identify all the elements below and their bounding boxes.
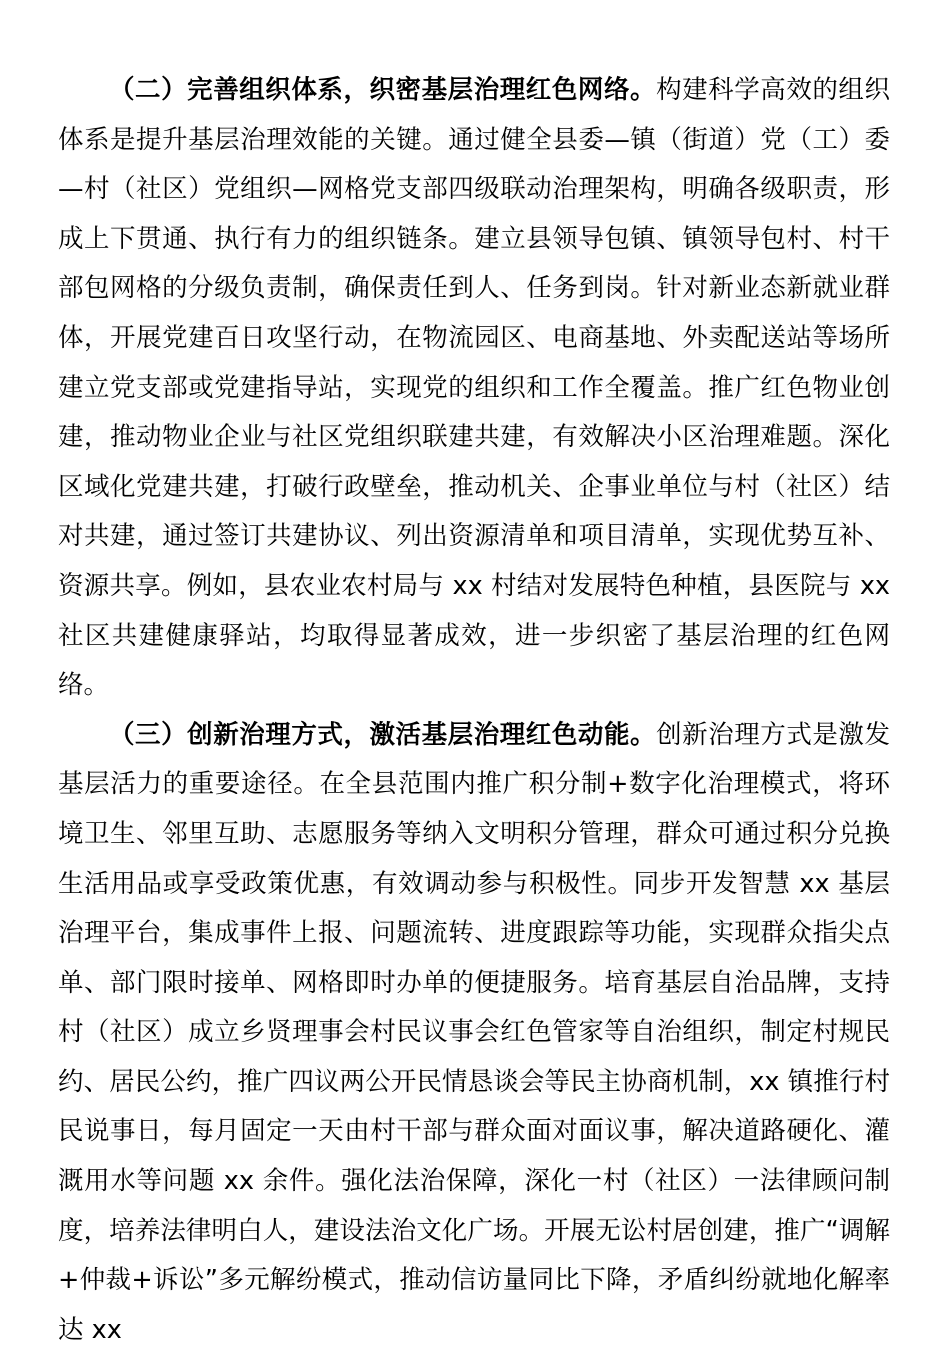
document-page: [58, 66, 890, 1355]
section-three-heading: （三）创新治理方式，激活基层治理红色动能。: [109, 719, 657, 750]
section-two-paragraph: [58, 66, 890, 711]
section-two-heading: （二）完善组织体系，织密基层治理红色网络。: [109, 75, 657, 105]
section-three-body: 创新治理方式是激发基层活力的重要途径。在全县范围内推广积分制+数字化治理模式，将环境卫生、邻里互助、志愿服务等纳入文明积分管理，群众可通过积分兑换生活用品或享受政策优惠，有效调动参与积极性。同步开发智慧 xx 基层治理平台，集成事件上报、问题流转、进度跟踪等功能，实现群众指尖点单、部门限时接单、网格即时办单的便捷服务。培育基层自治品牌，支持村（社区）成立乡贤理事会村民议事会红色管家等自治组织，制定村规民约、居民公约，推广四议两公开民情恳谈会等民主协商机制，xx 镇推行村民说事日，每月固定一天由村干部与群众面对面议事，解决道路硬化、灌溉用水等问题 xx 余件。强化法治保障，深化一村（社区）一法律顾问制度，培养法律明白人，建设法治文化广场。开展无讼村居创建，推广“调解+仲裁+诉讼”多元解纷模式，推动信访量同比下降，矛盾纠纷就地化解率达 xx: [58, 719, 890, 1345]
section-three-paragraph: [58, 711, 890, 1355]
section-two-body: 构建科学高效的组织体系是提升基层治理效能的关键。通过健全县委—镇（街道）党（工）委—村（社区）党组织—网格党支部四级联动治理架构，明确各级职责，形成上下贯通、执行有力的组织链条。建立县领导包镇、镇领导包村、村干部包网格的分级负责制，确保责任到人、任务到岗。针对新业态新就业群体，开展党建百日攻坚行动，在物流园区、电商基地、外卖配送站等场所建立党支部或党建指导站，实现党的组织和工作全覆盖。推广红色物业创建，推动物业企业与社区党组织联建共建，有效解决小区治理难题。深化区域化党建共建，打破行政壁垒，推动机关、企事业单位与村（社区）结对共建，通过签订共建协议、列出资源清单和项目清单，实现优势互补、资源共享。例如，县农业农村局与 xx 村结对发展特色种植，县医院与 xx 社区共建健康驿站，均取得显著成效，进一步织密了基层治理的红色网络。: [58, 75, 890, 701]
